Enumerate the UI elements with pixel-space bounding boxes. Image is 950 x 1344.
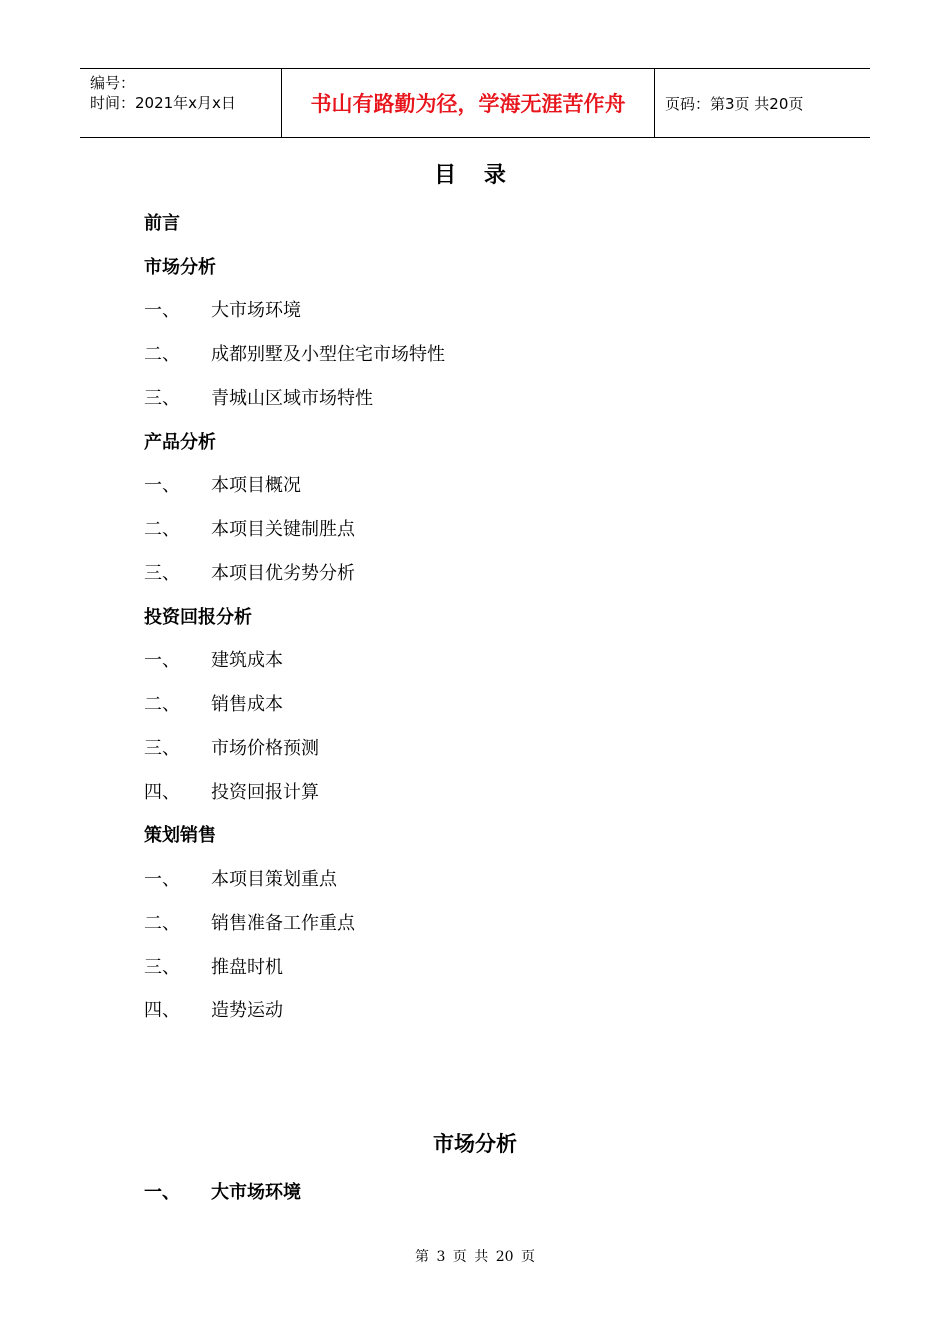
toc-item[interactable] bbox=[144, 331, 744, 375]
toc-item-number: 一、 bbox=[144, 475, 180, 497]
toc-item-label: 成都别墅及小型住宅市场特性 bbox=[211, 344, 445, 366]
toc-item-number: 一、 bbox=[144, 650, 180, 672]
toc-item-label: 本项目概况 bbox=[211, 475, 301, 497]
toc-item-label: 青城山区域市场特性 bbox=[211, 387, 373, 409]
toc-item-number: 二、 bbox=[144, 694, 180, 716]
section-title: 市场分析 bbox=[433, 1132, 517, 1156]
header-motto: 书山有路勤为径，学海无涯苦作舟 bbox=[282, 69, 655, 137]
toc-item[interactable] bbox=[144, 725, 744, 769]
number-label: 编号： bbox=[90, 74, 136, 92]
toc-item-number: 二、 bbox=[144, 519, 180, 541]
toc-item[interactable] bbox=[144, 506, 744, 550]
page-footer: 第 3 页 共 20 页 bbox=[415, 1249, 535, 1265]
toc-title: 目 录 bbox=[434, 163, 516, 188]
toc-item[interactable] bbox=[144, 856, 744, 900]
toc-item-label: 销售成本 bbox=[211, 694, 283, 716]
toc-item-number: 三、 bbox=[144, 737, 180, 759]
toc-item-number: 二、 bbox=[144, 344, 180, 366]
subsection-number: 一、 bbox=[144, 1182, 180, 1203]
toc-item-label: 本项目关键制胜点 bbox=[211, 519, 355, 541]
toc-item[interactable] bbox=[144, 681, 744, 725]
toc-item-number: 三、 bbox=[144, 956, 180, 978]
header-page-info: 页码：第3页 共20页 bbox=[665, 94, 804, 113]
toc-item-label: 销售准备工作重点 bbox=[211, 912, 355, 934]
toc-item-label: 投资回报计算 bbox=[211, 781, 319, 803]
toc-item[interactable] bbox=[144, 900, 744, 944]
toc-item-number: 二、 bbox=[144, 912, 180, 934]
toc-item-number: 四、 bbox=[144, 781, 180, 803]
toc-item[interactable] bbox=[144, 638, 744, 682]
toc-section[interactable] bbox=[144, 419, 744, 463]
toc-section[interactable] bbox=[144, 594, 744, 638]
toc-item[interactable] bbox=[144, 769, 744, 813]
toc-item-label: 市场价格预测 bbox=[211, 737, 319, 759]
header-meta bbox=[80, 69, 282, 137]
toc-item[interactable] bbox=[144, 988, 744, 1032]
subsection-title: 大市场环境 bbox=[211, 1182, 301, 1203]
subsection-heading bbox=[144, 1178, 301, 1204]
toc-item[interactable] bbox=[144, 550, 744, 594]
date-label: 时间：2021年x月x日 bbox=[90, 94, 236, 112]
toc-item-label: 投资回报分析 bbox=[144, 606, 252, 628]
toc-item-label: 前言 bbox=[144, 212, 180, 234]
toc-item-label: 本项目策划重点 bbox=[211, 869, 337, 891]
toc-item-label: 策划销售 bbox=[144, 825, 216, 847]
toc-item-label: 大市场环境 bbox=[211, 300, 301, 322]
toc-item-label: 造势运动 bbox=[211, 1000, 283, 1022]
toc-item-label: 建筑成本 bbox=[211, 650, 283, 672]
toc-item-label: 推盘时机 bbox=[211, 956, 283, 978]
toc-item-number: 一、 bbox=[144, 300, 180, 322]
toc-item[interactable] bbox=[144, 944, 744, 988]
toc-item-label: 市场分析 bbox=[144, 256, 216, 278]
toc-item-number: 一、 bbox=[144, 869, 180, 891]
toc-item-number: 三、 bbox=[144, 562, 180, 584]
toc-item-number: 四、 bbox=[144, 1000, 180, 1022]
table-of-contents bbox=[144, 200, 744, 1031]
toc-item-label: 本项目优劣势分析 bbox=[211, 562, 355, 584]
toc-item-label: 产品分析 bbox=[144, 431, 216, 453]
toc-item[interactable] bbox=[144, 463, 744, 507]
page-header bbox=[80, 68, 870, 138]
toc-section[interactable] bbox=[144, 813, 744, 857]
toc-item[interactable] bbox=[144, 288, 744, 332]
toc-item-number: 三、 bbox=[144, 387, 180, 409]
toc-section[interactable] bbox=[144, 200, 744, 244]
toc-item[interactable] bbox=[144, 375, 744, 419]
toc-section[interactable] bbox=[144, 244, 744, 288]
